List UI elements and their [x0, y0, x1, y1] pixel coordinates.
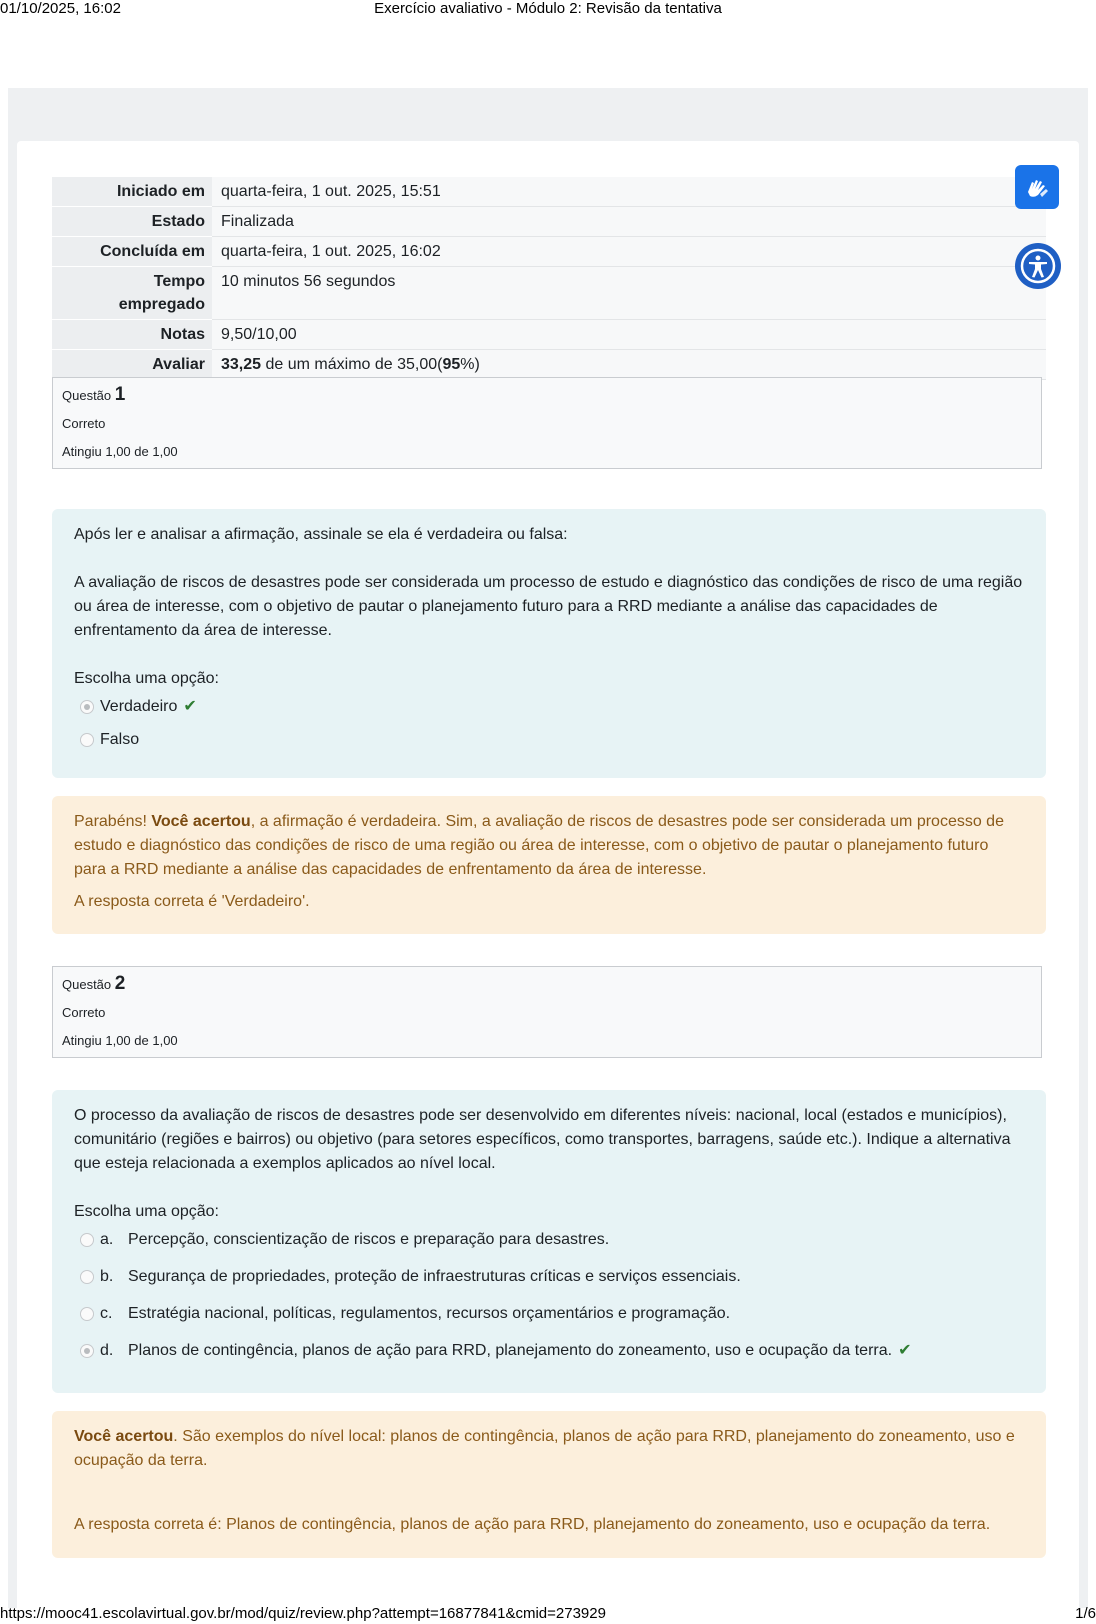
sign-language-icon [1022, 172, 1052, 202]
grade-percent: 95 [442, 356, 461, 373]
print-datetime: 01/10/2025, 16:02 [0, 0, 121, 17]
option-text: Planos de contingência, planos de ação para RRD, planejamento do zoneamento, uso e ocupação da terra. [128, 1342, 893, 1359]
accessibility-button[interactable] [1015, 243, 1061, 289]
grade-end: %) [460, 356, 480, 373]
summary-row-state [52, 207, 1046, 237]
question-2-formulation [52, 1090, 1046, 1393]
attempt-summary-table [52, 177, 1046, 380]
summary-row-time [52, 267, 1046, 320]
option-d[interactable] [74, 1339, 1024, 1363]
question-label: Questão [62, 388, 115, 403]
question-1-grade: Atingiu 1,00 de 1,00 [62, 444, 178, 459]
question-2-info [52, 966, 1042, 1058]
question-2-prompt: O processo da avaliação de riscos de desastres pode ser desenvolvido em diferentes níveis: nacional, local (estados e municípios), comunitário (regiões e bairros) ou objetivo (para setores específicos, como transportes, barragens, saúde etc.). Indique a alternativa que esteja relacionada a exemplos aplicados ao nível local. [74, 1107, 1011, 1172]
grade-label: Avaliar [52, 350, 212, 380]
feedback-prefix: Parabéns! [74, 813, 152, 830]
check-icon: ✔ [183, 698, 197, 715]
radio-true[interactable] [80, 700, 94, 714]
time-value: 10 minutos 56 segundos [212, 267, 1046, 320]
completed-value: quarta-feira, 1 out. 2025, 16:02 [212, 237, 1046, 267]
option-a[interactable] [74, 1228, 1024, 1252]
question-1-feedback [52, 796, 1046, 934]
sign-language-button[interactable] [1015, 165, 1059, 209]
feedback-body: , a afirmação é verdadeira. Sim, a avaliação de riscos de desastres pode ser considerada um processo de estudo e diagnóstico das condições de risco de uma região ou área de interesse, com o objetivo de pautar o planejamento futuro para a RRD mediante a análise das capacidades de enfrentamento da área de interesse. [74, 813, 1004, 878]
print-page-number: 1/6 [1075, 1605, 1096, 1622]
time-label [52, 267, 212, 320]
question-1-state: Correto [62, 416, 106, 431]
question-2-grade: Atingiu 1,00 de 1,00 [62, 1033, 178, 1048]
option-letter: a. [100, 1231, 114, 1248]
print-footer [0, 1604, 1096, 1624]
print-url: https://mooc41.escolavirtual.gov.br/mod/quiz/review.php?attempt=16877841&cmid=273929 [0, 1605, 606, 1622]
question-1-prompt: Após ler e analisar a afirmação, assinale se ela é verdadeira ou falsa: [74, 526, 568, 543]
radio-d[interactable] [80, 1344, 94, 1358]
question-2-right-answer: A resposta correta é: Planos de contingência, planos de ação para RRD, planejamento do zoneamento, uso e ocupação da terra. [74, 1516, 991, 1533]
option-c[interactable] [74, 1302, 1024, 1326]
summary-row-grade [52, 350, 1046, 380]
summary-row-marks [52, 320, 1046, 350]
check-icon: ✔ [898, 1342, 912, 1359]
radio-c[interactable] [80, 1307, 94, 1321]
marks-value: 9,50/10,00 [212, 320, 1046, 350]
question-1-info [52, 377, 1042, 469]
grade-score: 33,25 [221, 356, 262, 373]
feedback-bold: Você acertou [74, 1428, 174, 1445]
question-2-choose: Escolha uma opção: [74, 1203, 219, 1220]
question-2-state: Correto [62, 1005, 106, 1020]
option-letter: b. [100, 1268, 114, 1285]
print-header [0, 0, 1096, 18]
started-value: quarta-feira, 1 out. 2025, 15:51 [212, 177, 1046, 207]
question-label: Questão [62, 977, 115, 992]
time-label-line1: Tempo [153, 273, 205, 290]
option-letter: d. [100, 1342, 114, 1359]
option-true-label: Verdadeiro [100, 698, 178, 715]
question-2-feedback [52, 1411, 1046, 1558]
summary-row-started [52, 177, 1046, 207]
option-true[interactable] [74, 695, 1024, 719]
grade-value [212, 350, 1046, 380]
state-label: Estado [52, 207, 212, 237]
completed-label: Concluída em [52, 237, 212, 267]
option-text: Estratégia nacional, políticas, regulamentos, recursos orçamentários e programação. [128, 1305, 731, 1322]
feedback-body: . São exemplos do nível local: planos de contingência, planos de ação para RRD, planejamento do zoneamento, uso e ocupação da terra. [74, 1428, 1015, 1469]
print-title: Exercício avaliativo - Módulo 2: Revisão da tentativa [374, 0, 722, 17]
question-1-right-answer: A resposta correta é 'Verdadeiro'. [74, 893, 310, 910]
summary-row-completed [52, 237, 1046, 267]
question-2-number [62, 973, 1032, 995]
question-1-choose: Escolha uma opção: [74, 670, 219, 687]
radio-b[interactable] [80, 1270, 94, 1284]
question-1-formulation [52, 509, 1046, 778]
option-text: Percepção, conscientização de riscos e preparação para desastres. [128, 1231, 610, 1248]
started-label: Iniciado em [52, 177, 212, 207]
question-1-statement: A avaliação de riscos de desastres pode ser considerada um processo de estudo e diagnóstico das condições de risco de uma região ou área de interesse, com o objetivo de pautar o planejamento futuro para a RRD mediante a análise das capacidades de enfrentamento da área de interesse. [74, 574, 1023, 639]
question-1-feedback-text [74, 810, 1024, 882]
grade-mid: de um máximo de 35,00( [261, 356, 443, 373]
question-number: 1 [114, 384, 126, 405]
option-text: Segurança de propriedades, proteção de infraestruturas críticas e serviços essenciais. [128, 1268, 741, 1285]
feedback-bold: Você acertou [151, 813, 251, 830]
radio-a[interactable] [80, 1233, 94, 1247]
state-value: Finalizada [212, 207, 1046, 237]
option-letter: c. [100, 1305, 113, 1322]
option-false-label: Falso [100, 731, 140, 748]
option-false[interactable] [74, 728, 1024, 752]
option-b[interactable] [74, 1265, 1024, 1289]
question-number: 2 [114, 973, 126, 994]
question-2-feedback-text [74, 1425, 1024, 1473]
accessibility-icon [1019, 247, 1057, 285]
question-1-number [62, 384, 1032, 406]
radio-false[interactable] [80, 733, 94, 747]
time-label-line2: empregado [118, 296, 205, 313]
marks-label: Notas [52, 320, 212, 350]
